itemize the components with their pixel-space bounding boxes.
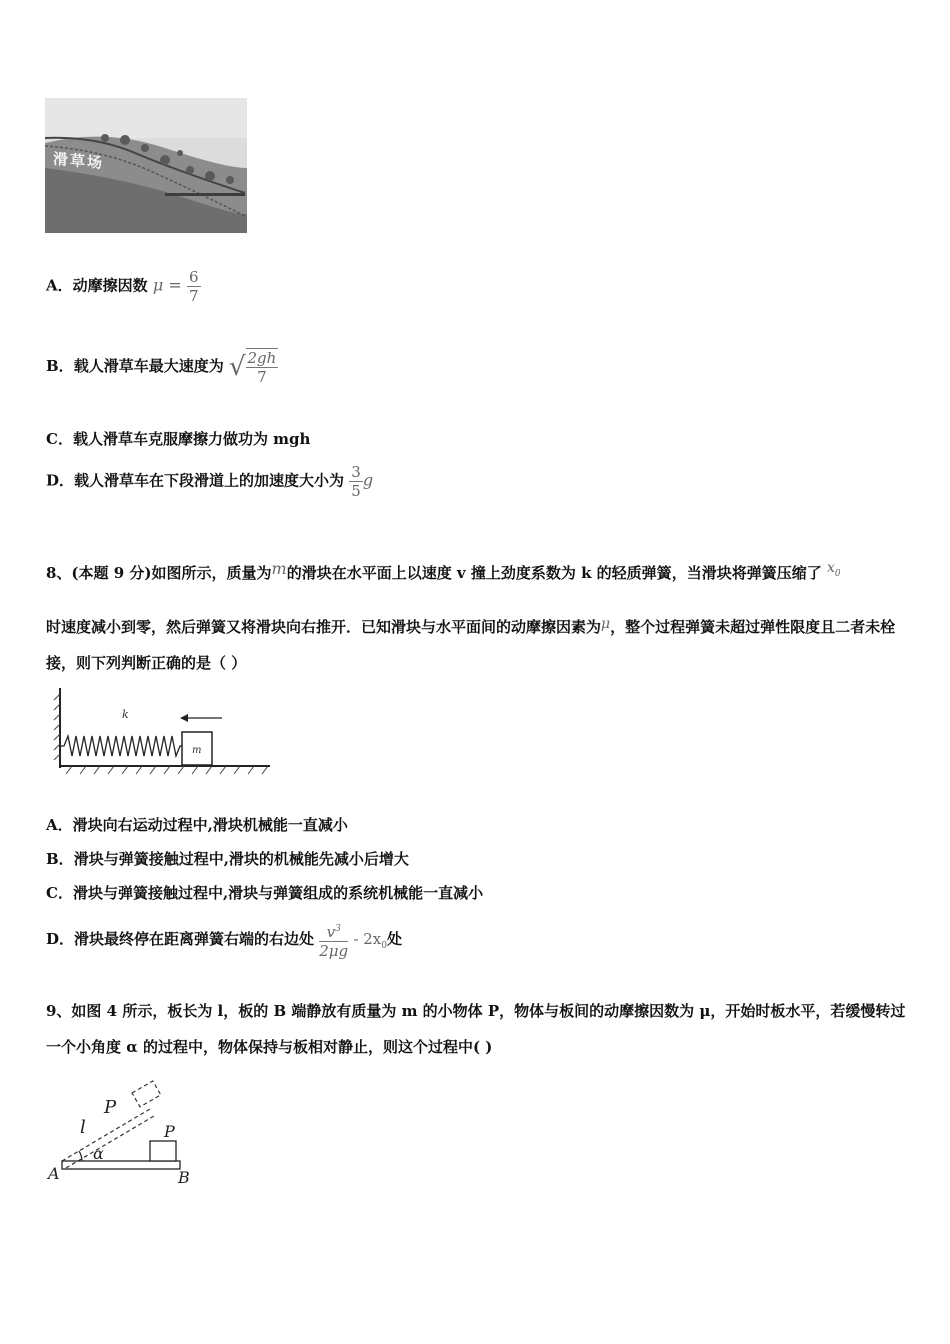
- q8-stem-part3: 时速度减小到零，然后弹簧又将滑块向右推开．已知滑块与水平面间的动摩擦因素为: [46, 617, 602, 636]
- label-alpha: α: [93, 1144, 104, 1163]
- option-suffix: 处: [386, 930, 402, 948]
- x0-subscript: 0: [381, 941, 387, 951]
- v-exponent: 3: [335, 924, 341, 934]
- q8-option-b[interactable]: [46, 848, 409, 869]
- q8-stem-part4: ，整个过程弹簧未超过弹性限度且二者未栓接，则下列判断正确的是（ ）: [46, 617, 896, 672]
- label-a: A: [48, 1164, 60, 1183]
- fraction-numerator: 2gh: [247, 349, 277, 367]
- minus-2x0: [353, 930, 387, 951]
- option-label: A．: [46, 276, 73, 295]
- option-label: A．: [46, 816, 73, 834]
- plank-horizontal: [62, 1161, 180, 1169]
- slope-photo: [45, 98, 247, 233]
- mu-symbol: μ: [601, 615, 611, 632]
- fraction-denominator: 7: [189, 287, 199, 305]
- fraction-2gh-7: [246, 348, 279, 386]
- option-label: C．: [46, 430, 73, 448]
- fraction-denominator: 7: [257, 368, 267, 386]
- plank-figure: [46, 1075, 206, 1190]
- label-p-top: P: [104, 1097, 117, 1118]
- block-p-tilted: [132, 1081, 161, 1107]
- g-symbol: g: [362, 470, 374, 490]
- option-text: 动摩擦因数: [72, 276, 148, 295]
- q7-option-c[interactable]: [46, 428, 310, 449]
- label-p-right: P: [164, 1122, 175, 1141]
- option-label: C．: [46, 884, 73, 902]
- option-label: D．: [46, 930, 75, 948]
- option-label: B．: [46, 850, 74, 868]
- q8-option-a[interactable]: [46, 814, 348, 835]
- option-label: D．: [46, 471, 75, 490]
- option-text: 滑块与弹簧接触过程中,滑块的机械能先减小后增大: [73, 850, 409, 868]
- mu-symbol: μ =: [152, 275, 182, 295]
- fraction-denominator: 5: [351, 482, 361, 500]
- option-text: 滑块与弹簧接触过程中,滑块与弹簧组成的系统机械能一直减小: [72, 884, 484, 902]
- q9-stem: 9、如图 4 所示，板长为 l，板的 B 端静放有质量为 m 的小物体 P，物体与板间的动摩擦因数为 μ，开始时板水平，若缓慢转过一个小角度 α 的过程中，物体保持与板相对静止，则这个过程中( ): [46, 1002, 906, 1056]
- fraction-numerator: 6: [189, 268, 199, 286]
- q8-stem-part2: 的滑块在水平面上以速度 v 撞上劲度系数为 k 的轻质弹簧，当滑块将弹簧压缩了: [286, 564, 822, 582]
- v-symbol: v: [326, 923, 336, 941]
- q8-stem-part1: 8、(本题 9 分)如图所示，质量为: [46, 564, 272, 582]
- q8-stem: [46, 550, 906, 681]
- option-text: 载人滑草车在下段滑道上的加速度大小为: [74, 471, 345, 490]
- fraction-denominator: 2μg: [319, 942, 349, 960]
- label-b: B: [178, 1168, 190, 1187]
- x0-subscript: 0: [834, 568, 841, 579]
- fraction-v3-2mug: [319, 920, 348, 960]
- fraction-6-7: [187, 268, 201, 305]
- spring-coil: [60, 736, 182, 756]
- x0-base: x: [826, 560, 835, 576]
- option-text: 滑块最终停在距离弹簧右端的右边处: [74, 930, 315, 948]
- minus-2x-text: - 2x: [353, 930, 382, 948]
- label-l: l: [80, 1117, 86, 1138]
- option-label: B．: [46, 357, 74, 375]
- fraction-numerator: 3: [351, 463, 361, 481]
- x0-symbol: [826, 560, 841, 579]
- q8-option-d[interactable]: [46, 920, 402, 960]
- sqrt-icon: √: [228, 352, 246, 382]
- plank-diagram: [46, 1075, 206, 1190]
- option-text: 滑块向右运动过程中,滑块机械能一直减小: [72, 816, 348, 834]
- option-text: 载人滑草车克服摩擦力做功为 mgh: [72, 430, 311, 448]
- q7-option-b[interactable]: [46, 348, 278, 386]
- fraction-numerator: [319, 920, 348, 942]
- q7-option-d[interactable]: [46, 463, 373, 500]
- spring-block-diagram: [52, 684, 274, 776]
- option-text: 载人滑草车最大速度为: [73, 357, 224, 375]
- q8-option-c[interactable]: [46, 882, 483, 903]
- slope-sign-text: 滑草场: [53, 149, 105, 173]
- spring-k-label: k: [122, 708, 129, 721]
- mass-symbol: m: [271, 559, 287, 578]
- q7-option-a[interactable]: [46, 268, 201, 305]
- block-m-label: m: [192, 745, 202, 756]
- block-p-right: [150, 1141, 176, 1161]
- fraction-3-5: [349, 463, 363, 500]
- line-gap: [46, 592, 906, 606]
- spring-block-figure: [52, 684, 274, 776]
